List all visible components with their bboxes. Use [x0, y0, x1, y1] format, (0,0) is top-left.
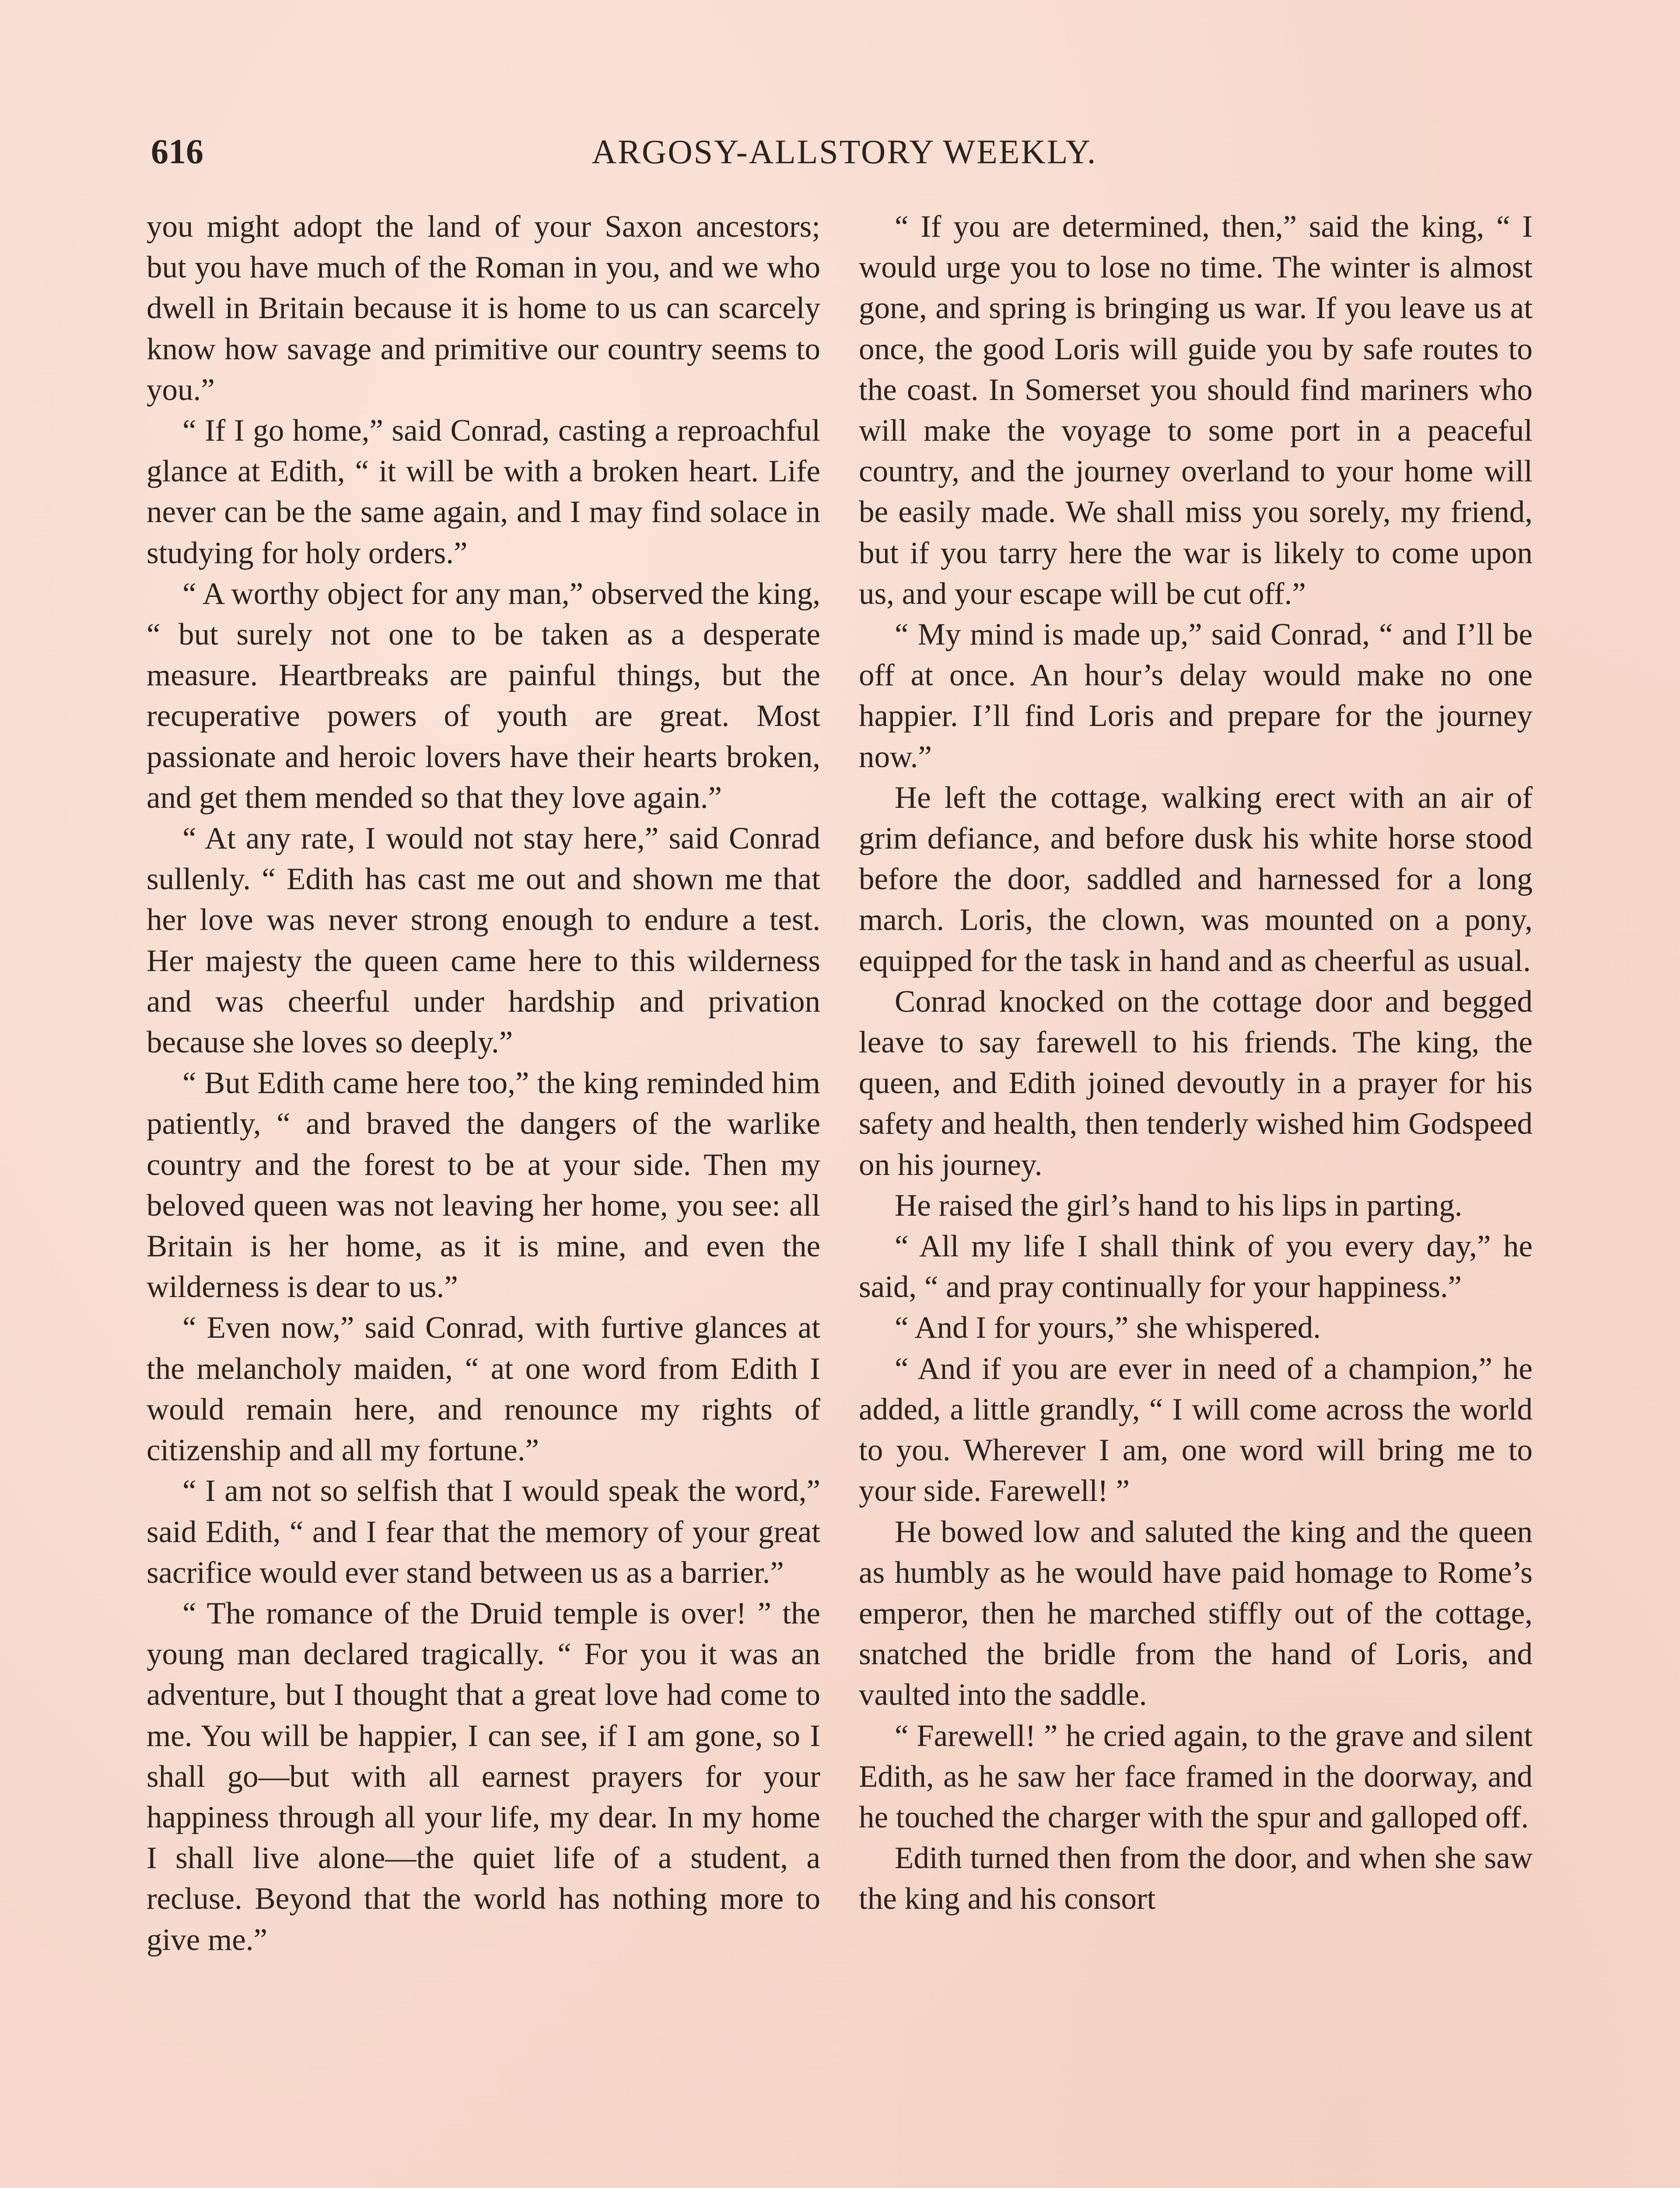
paragraph: “ And if you are ever in need of a champion,” he added, a little grandly, “ I will come across the world to you. Wherever I am, one word will bring me to your side. Farewell! ” [859, 1351, 1533, 1508]
page-number: 616 [151, 133, 203, 171]
right-column [859, 207, 1533, 1920]
paragraph: “ But Edith came here too,” the king reminded him patiently, “ and braved the dangers of the warlike country and the forest to be at your side. Then my beloved queen was not leaving her home, you see: all Britain is her home, as it is mine, and even the wilderness is dear to us.” [147, 1066, 820, 1304]
paragraph: Edith turned then from the door, and when she saw the king and his consort [859, 1841, 1533, 1916]
left-column [147, 207, 820, 1960]
paragraph: “ If you are determined, then,” said the king, “ I would urge you to lose no time. The winter is almost gone, and spring is bringing us war. If you leave us at once, the good Loris will guide you by safe routes to the coast. In Somerset you should find mariners who will make the voyage to some port in a peaceful country, and the journey overland to your home will be easily made. We shall miss you sorely, my friend, but if you tarry here the war is likely to come upon us, and your escape will be cut off.” [859, 210, 1533, 611]
paragraph: “ Even now,” said Conrad, with furtive glances at the melancholy maiden, “ at one word from Edith I would remain here, and renounce my rights of citizenship and all my fortune.” [147, 1311, 820, 1468]
paragraph: “ If I go home,” said Conrad, casting a reproachful glance at Edith, “ it will be with a broken heart. Life never can be the same again, and I may find solace in studying for holy orders.” [147, 414, 820, 570]
paragraph: He left the cottage, walking erect with an air of grim defiance, and before dusk his white horse stood before the door, saddled and harnessed for a long march. Loris, the clown, was mounted on a pony, equipped for the task in hand and as cheerful as usual. [859, 780, 1533, 978]
running-title: ARGOSY-ALLSTORY WEEKLY. [592, 133, 1097, 171]
paragraph: you might adopt the land of your Saxon ancestors; but you have much of the Roman in you, and we who dwell in Britain because it is home to us can scarcely know how savage and primitive our country seems to you.” [147, 210, 820, 407]
page-header [151, 128, 1538, 176]
paragraph: “ All my life I shall think of you every day,” he said, “ and pray continually for your happiness.” [859, 1229, 1533, 1304]
paragraph: “ My mind is made up,” said Conrad, “ and I’ll be off at once. An hour’s delay would make no one happier. I’ll find Loris and prepare for the journey now.” [859, 617, 1533, 774]
paragraph: “ The romance of the Druid temple is over! ” the young man declared tragically. “ For you it was an adventure, but I thought that a great love had come to me. You will be happier, I can see, if I am gone, so I shall go—but with all earnest prayers for your happiness through all your life, my dear. In my home I shall live alone—the quiet life of a student, a recluse. Beyond that the world has nothing more to give me.” [147, 1596, 820, 1957]
paragraph: He raised the girl’s hand to his lips in parting. [895, 1188, 1463, 1223]
paragraph: He bowed low and saluted the king and the queen as humbly as he would have paid homage to Rome’s emperor, then he marched stiffly out of the cottage, snatched the bridle from the hand of Loris, and vaulted into the saddle. [859, 1515, 1533, 1712]
paragraph: “ A worthy object for any man,” observed the king, “ but surely not one to be taken as a desperate measure. Heartbreaks are painful things, but the recuperative powers of youth are great. Most passionate and heroic lovers have their hearts broken, and get them mended so that they love again.” [147, 576, 820, 815]
paragraph: “ I am not so selfish that I would speak the word,” said Edith, “ and I fear that the memory of your great sacrifice would ever stand between us as a barrier.” [147, 1474, 820, 1590]
paragraph: Conrad knocked on the cottage door and begged leave to say farewell to his friends. The king, the queen, and Edith joined devoutly in a prayer for his safety and health, then tenderly wished him Godspeed on his journey. [859, 984, 1533, 1182]
paragraph: “ At any rate, I would not stay here,” said Conrad sullenly. “ Edith has cast me out and shown me that her love was never strong enough to endure a test. Her majesty the queen came here to this wilderness and was cheerful under hardship and privation because she loves so deeply.” [147, 821, 820, 1060]
paragraph: “ Farewell! ” he cried again, to the grave and silent Edith, as he saw her face framed in the doorway, and he touched the charger with the spur and galloped off. [859, 1718, 1533, 1834]
paragraph: “ And I for yours,” she whispered. [895, 1311, 1321, 1345]
